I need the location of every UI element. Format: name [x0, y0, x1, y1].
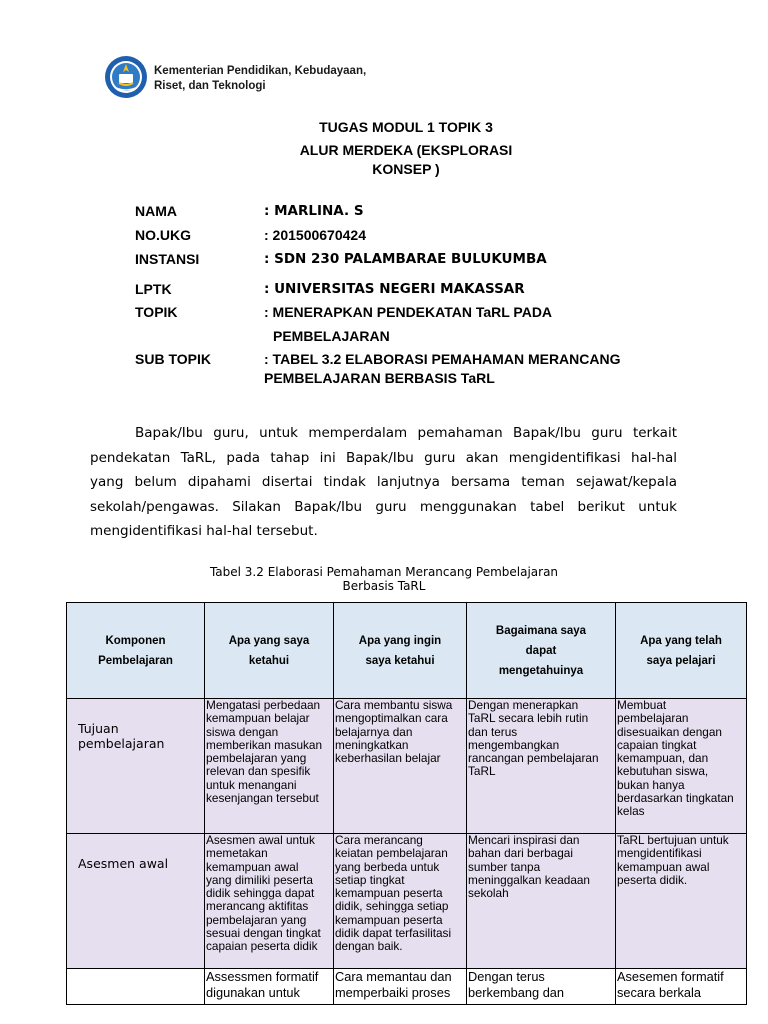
lptk-label: LPTK — [135, 281, 172, 297]
noukg-value: : 201500670424 — [264, 227, 366, 243]
table-row — [67, 834, 747, 969]
instansi-value: : SDN 230 PALAMBARAE BULUKUMBA — [264, 251, 547, 267]
component-empty — [67, 969, 205, 1005]
subtopik-label: SUB TOPIK — [135, 351, 211, 367]
topik-label: TOPIK — [135, 304, 178, 320]
paragraph-line-1: Bapak/Ibu guru, untuk memperdalam pemahaman Bapak/Ibu guru terkait — [135, 425, 677, 441]
table-cell: Cara merancang keiatan pembelajaran yang berbeda untuk setiap tingkat kemampuan peserta didik, sehingga setiap kemampuan peserta didik dapat terfasilitasi dengan baik. — [334, 834, 467, 969]
table-cell: Mengatasi perbedaan kemampuan belajar siswa dengan memberikan masukan pembelajaran yang relevan dan spesifik untuk menangani kesenjangan tersebut — [205, 699, 334, 834]
table-row — [67, 699, 747, 834]
paragraph-line-2: pendekatan TaRL, pada tahap ini Bapak/Ibu guru akan mengidentifikasi hal-hal — [90, 449, 677, 466]
subtopik-value-2: PEMBELAJARAN BERBASIS TaRL — [264, 370, 495, 386]
ministry-name — [154, 64, 366, 93]
paragraph-line-5: mengidentifikasi hal-hal tersebut. — [90, 523, 318, 540]
ministry-logo — [104, 55, 148, 104]
component-tujuan-pembelajaran: Tujuan pembelajaran — [67, 699, 205, 834]
ministry-line-1: Kementerian Pendidikan, Kebudayaan, — [154, 65, 367, 77]
lptk-value: : UNIVERSITAS NEGERI MAKASSAR — [264, 281, 525, 297]
topik-value-1: : MENERAPKAN PENDEKATAN TaRL PADA — [264, 304, 553, 320]
caption-line-1: Tabel 3.2 Elaborasi Pemahaman Merancang Pembelajaran — [209, 565, 559, 579]
table-cell: Asesemen formatif secara berkala — [616, 969, 747, 1005]
table-row — [67, 969, 747, 1005]
table-cell: Cara membantu siswa mengoptimalkan cara belajarnya dan meningkatkan keberhasilan belajar — [334, 699, 467, 834]
paragraph-line-3: yang belum dipahami disertai tindak lanjutnya bersama teman sejawat/kepala — [90, 474, 677, 491]
instruction-paragraph — [90, 421, 677, 544]
doc-title-line-1: TUGAS MODUL 1 TOPIK 3 — [319, 119, 493, 135]
header-apa-yang-telah-saya-pelajari: Apa yang telah saya pelajari — [616, 603, 747, 699]
table-cell: Cara memantau dan memperbaiki proses — [334, 969, 467, 1005]
table-cell: Dengan menerapkan TaRL secara lebih rutin dan terus mengembangkan rancangan pembelajaran TaRL — [467, 699, 616, 834]
table-cell: Membuat pembelajaran disesuaikan dengan capaian tingkat kemampuan, dan kebutuhan siswa, bukan hanya berdasarkan tingkatan kelas — [616, 699, 747, 834]
caption-line-2: Berbasis TaRL — [342, 579, 426, 593]
topik-value-2: PEMBELAJARAN — [273, 328, 390, 344]
nama-value: : MARLINA. S — [264, 203, 364, 219]
table-cell: Assessmen formatif digunakan untuk — [205, 969, 334, 1005]
component-asesmen-awal: Asesmen awal — [67, 834, 205, 969]
header-apa-yang-saya-ketahui: Apa yang saya ketahui — [205, 603, 334, 699]
table-cell: TaRL bertujuan untuk mengidentifikasi kemampuan awal peserta didik. — [616, 834, 747, 969]
noukg-label: NO.UKG — [135, 227, 191, 243]
header-bagaimana-saya-dapat-mengetahuinya: Bagaimana saya dapat mengetahuinya — [467, 603, 616, 699]
ministry-line-2: Riset, dan Teknologi — [154, 79, 266, 92]
instansi-label: INSTANSI — [135, 251, 200, 267]
subtopik-value-1: : TABEL 3.2 ELABORASI PEMAHAMAN MERANCANG — [264, 351, 621, 367]
nama-label: NAMA — [135, 203, 177, 219]
table-cell: Mencari inspirasi dan bahan dari berbagai sumber tanpa meninggalkan keadaan sekolah — [467, 834, 616, 969]
header-apa-yang-ingin-saya-ketahui: Apa yang ingin saya ketahui — [334, 603, 467, 699]
table-header-row — [67, 603, 747, 699]
table-cell: Asesmen awal untuk memetakan kemampuan awal yang dimiliki peserta didik sehingga dapat merancang aktifitas pembelajaran yang sesuai dengan tingkat capaian peserta didik — [205, 834, 334, 969]
paragraph-line-4: sekolah/pengawas. Silakan Bapak/Ibu guru menggunakan tabel berikut untuk — [90, 498, 677, 515]
table-caption — [0, 565, 768, 593]
table-cell: Dengan terus berkembang dan — [467, 969, 616, 1005]
header-komponen: Komponen Pembelajaran — [67, 603, 205, 699]
doc-title-line-3: KONSEP ) — [372, 161, 440, 177]
elaboration-table — [66, 602, 747, 1005]
doc-title-line-2: ALUR MERDEKA (EKSPLORASI — [299, 142, 513, 158]
